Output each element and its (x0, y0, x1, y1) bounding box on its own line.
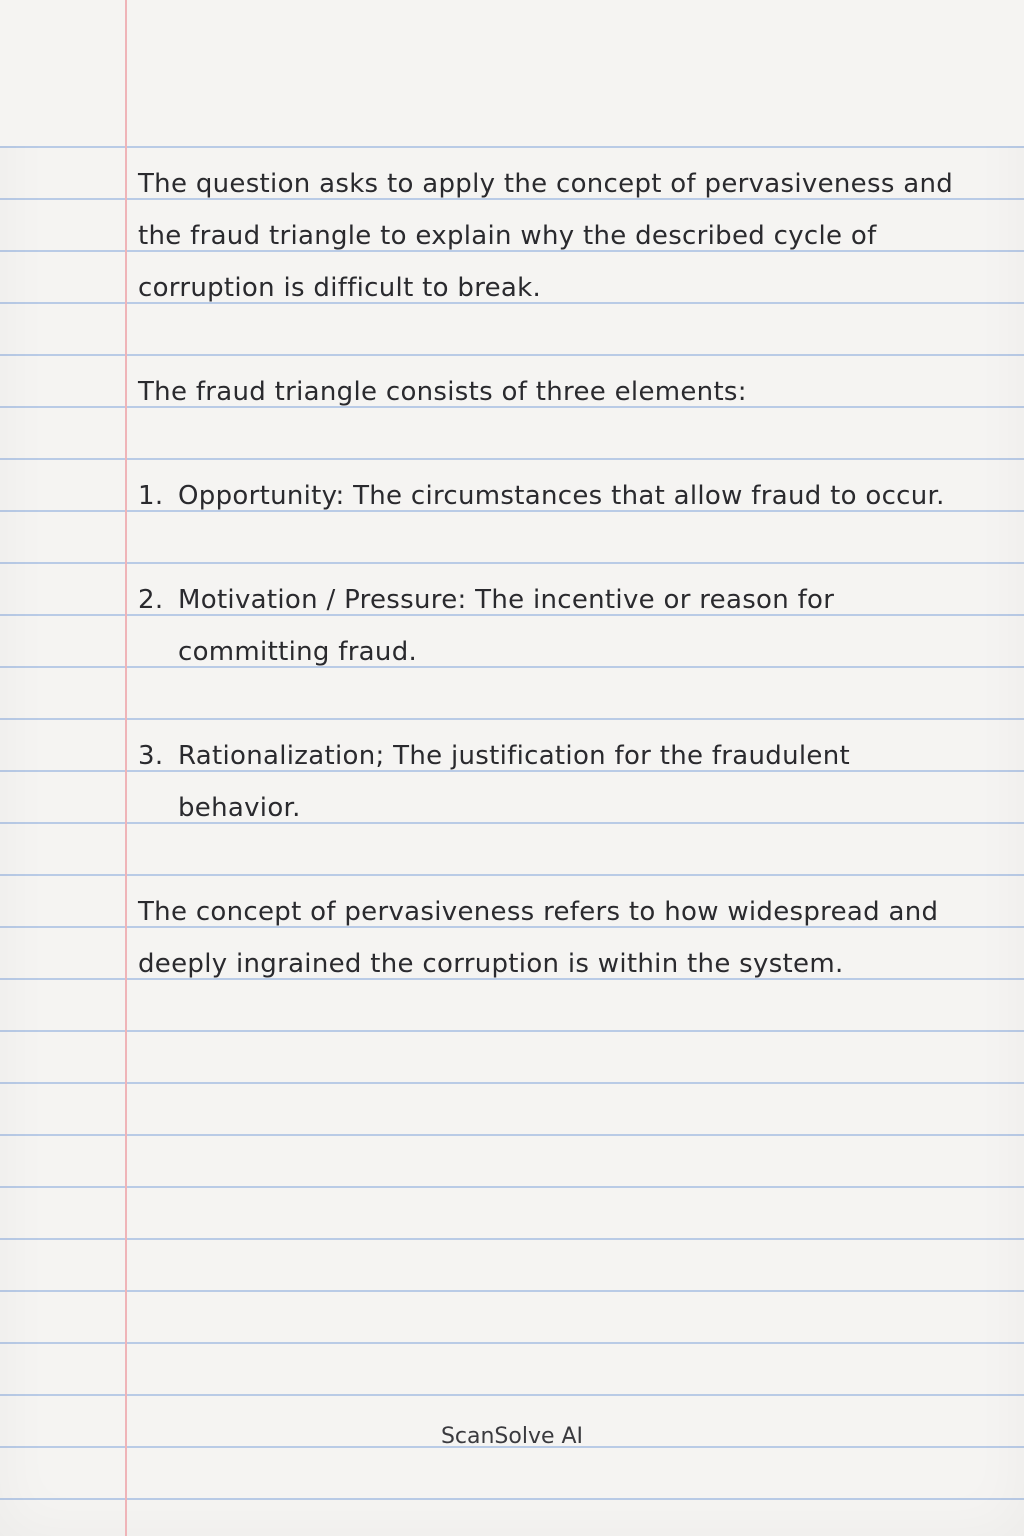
item-term: Motivation / Pressure (178, 585, 458, 615)
item-text (178, 730, 978, 834)
item-description: The incentive or reason for committing fraud. (178, 585, 835, 667)
list-item-opportunity (138, 470, 978, 522)
item-term: Opportunity (178, 481, 336, 511)
list-item-motivation (138, 574, 978, 678)
spacer (138, 522, 978, 574)
spacer (138, 678, 978, 730)
intro-paragraph: The question asks to apply the concept of pervasiveness and the fraud triangle to explain why the described cycle of corruption is difficult to break. (138, 169, 954, 303)
list-item-rationalization (138, 730, 978, 834)
pervasiveness-paragraph: The concept of pervasiveness refers to how widespread and deeply ingrained the corruption is within the system. (138, 897, 939, 979)
spacer (138, 834, 978, 886)
item-text (178, 574, 978, 678)
item-description: The justification for the fraudulent behavior. (178, 741, 850, 823)
item-number: 3. (138, 741, 164, 771)
spacer (138, 314, 978, 366)
item-term: Rationalization (178, 741, 376, 771)
item-separator: : (335, 481, 345, 511)
triangle-heading: The fraud triangle consists of three elements: (138, 377, 747, 407)
spacer (138, 418, 978, 470)
margin-line (125, 0, 127, 1536)
item-separator: ; (375, 741, 385, 771)
item-text (178, 470, 978, 522)
item-description: The circumstances that allow fraud to occur. (353, 481, 945, 511)
item-number: 2. (138, 585, 164, 615)
handwritten-answer (138, 158, 978, 990)
page-header-space (0, 0, 1024, 146)
item-separator: : (457, 585, 467, 615)
footer-brand: ScanSolve AI (440, 1424, 584, 1449)
item-number: 1. (138, 481, 164, 511)
